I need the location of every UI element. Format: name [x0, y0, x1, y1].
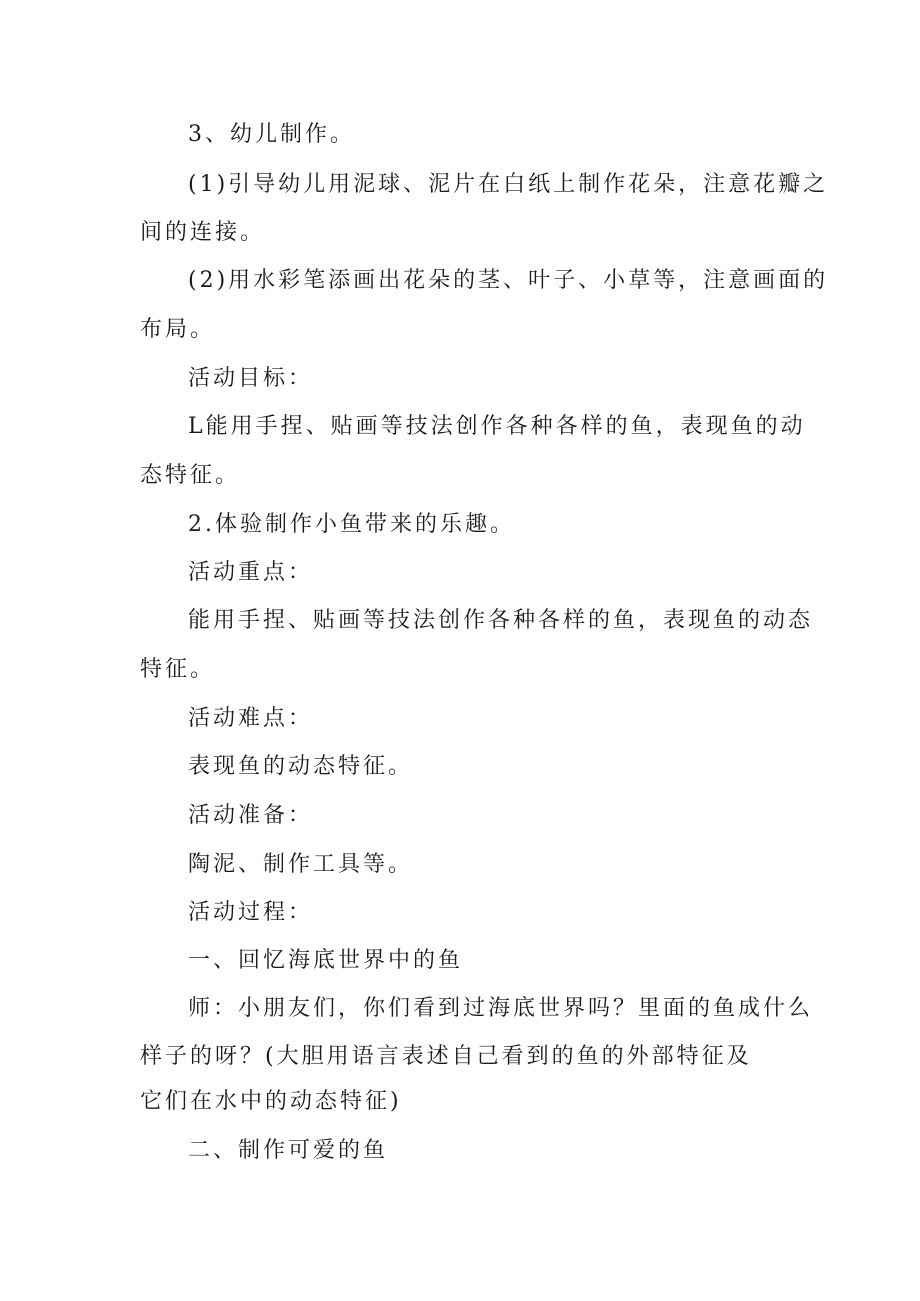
- text-line: (1)引导幼儿用泥球、泥片在白纸上制作花朵，注意花瓣之: [188, 172, 829, 197]
- text-line: 二、制作可爱的鱼: [188, 1138, 389, 1163]
- text-line: (2)用水彩笔添画出花朵的茎、叶子、小草等，注意画面的: [188, 268, 829, 293]
- text-line: 活动重点：: [188, 560, 314, 585]
- text-line: 特征。: [140, 657, 216, 682]
- text-line: 2.体验制作小鱼带来的乐趣。: [188, 512, 515, 537]
- text-line: 陶泥、制作工具等。: [188, 852, 414, 877]
- text-line: 活动目标：: [188, 366, 314, 391]
- text-line: 布局。: [140, 317, 216, 342]
- text-line: 师：小朋友们，你们看到过海底世界吗？里面的鱼成什么: [188, 996, 814, 1021]
- text-line: 一、回忆海底世界中的鱼: [188, 948, 464, 973]
- text-line: 活动难点：: [188, 706, 314, 731]
- text-line: 表现鱼的动态特征。: [188, 754, 414, 779]
- text-line: 能用手捏、贴画等技法创作各种各样的鱼，表现鱼的动态: [188, 608, 814, 633]
- text-line: 态特征。: [140, 463, 241, 488]
- text-line: 它们在水中的动态特征): [140, 1089, 402, 1114]
- text-line: 活动准备：: [188, 803, 314, 828]
- text-line: 3、幼儿制作。: [188, 122, 355, 147]
- text-line: 活动过程：: [188, 900, 314, 925]
- text-line: L能用手捏、贴画等技法创作各种各样的鱼，表现鱼的动: [188, 414, 806, 439]
- text-line: 样子的呀？(大胆用语言表述自己看到的鱼的外部特征及: [140, 1044, 752, 1069]
- text-line: 间的连接。: [140, 220, 266, 245]
